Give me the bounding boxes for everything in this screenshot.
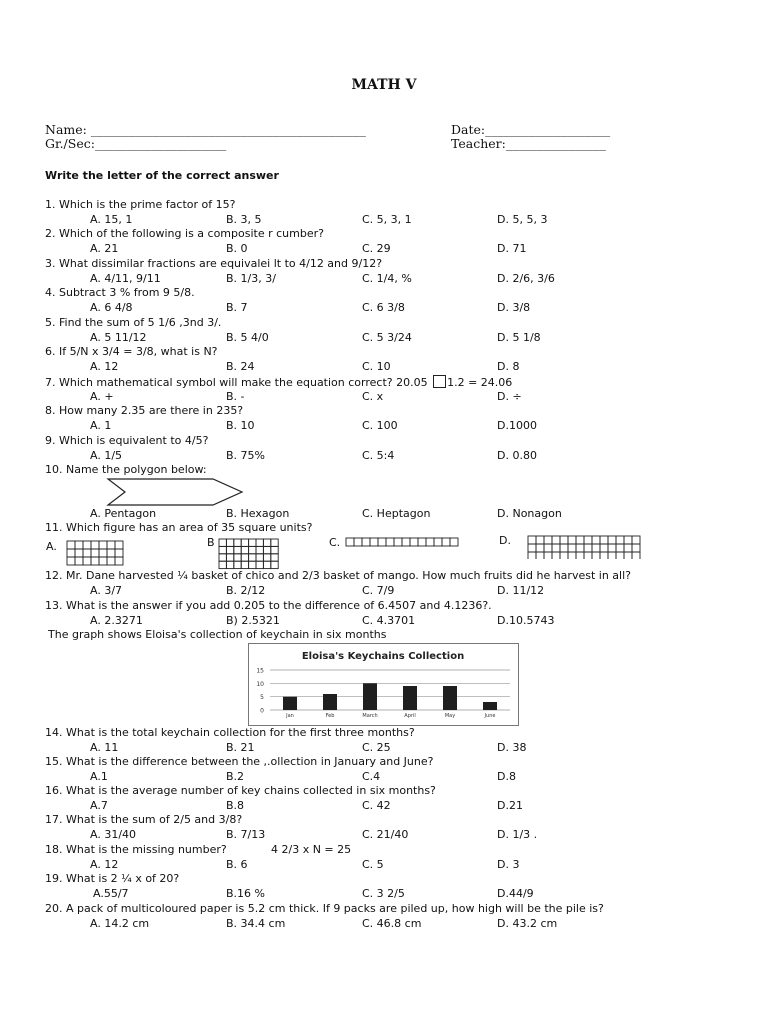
grid-b-cell bbox=[234, 539, 241, 546]
q1-option-d: D. 5, 5, 3 bbox=[497, 213, 548, 226]
q13-option-c: C. 4.3701 bbox=[362, 614, 416, 627]
grid-b-cell bbox=[226, 546, 233, 553]
q6-option-d: D. 8 bbox=[497, 360, 520, 373]
grid-a-cell bbox=[115, 557, 123, 565]
q8-option-b: B. 10 bbox=[226, 419, 255, 432]
grid-b-cell bbox=[256, 546, 263, 553]
grid-a-cell bbox=[75, 557, 83, 565]
q10-option-b: B. Hexagon bbox=[226, 507, 290, 520]
bar-may bbox=[443, 686, 457, 710]
q12-option-a: A. 3/7 bbox=[90, 584, 123, 597]
grid-d-cell bbox=[624, 552, 632, 559]
grid-a-cell bbox=[99, 549, 107, 557]
q11-option-c: C. bbox=[329, 536, 341, 549]
grid-d-cell bbox=[608, 552, 616, 559]
grid-figure-a bbox=[66, 540, 166, 568]
question-8: 8. How many 2.35 are there in 235? bbox=[45, 404, 244, 417]
y-tick-label: 15 bbox=[256, 667, 264, 675]
q3-option-b: B. 1/3, 3/ bbox=[226, 272, 276, 285]
grid-b-cell bbox=[249, 546, 256, 553]
q6-option-a: A. 12 bbox=[90, 360, 119, 373]
question-6: 6. If 5/N x 3/4 = 3/8, what is N? bbox=[45, 345, 218, 358]
grid-a-cell bbox=[67, 541, 75, 549]
grid-a-cell bbox=[91, 541, 99, 549]
grid-b-cell bbox=[263, 561, 270, 568]
grid-d-cell bbox=[568, 552, 576, 559]
grid-b-cell bbox=[271, 561, 278, 568]
grid-c-cell bbox=[426, 538, 434, 546]
instruction: Write the letter of the correct answer bbox=[45, 169, 279, 182]
q12-option-d: D. 11/12 bbox=[497, 584, 545, 597]
q13-option-a: A. 2.3271 bbox=[90, 614, 143, 627]
grid-d-cell bbox=[576, 552, 584, 559]
question-13: 13. What is the answer if you add 0.205 to the difference of 6.4507 and 4.1236?. bbox=[45, 599, 492, 612]
grid-b-cell bbox=[226, 561, 233, 568]
grid-a-cell bbox=[99, 541, 107, 549]
question-20: 20. A pack of multicoloured paper is 5.2 cm thick. If 9 packs are piled up, how high will be the pile is? bbox=[45, 902, 604, 915]
q6-option-c: C. 10 bbox=[362, 360, 391, 373]
grid-d-cell bbox=[576, 544, 584, 552]
grid-b-cell bbox=[234, 554, 241, 561]
grid-c-cell bbox=[386, 538, 394, 546]
question-19: 19. What is 2 ¼ x of 20? bbox=[45, 872, 180, 885]
grid-c-cell bbox=[354, 538, 362, 546]
grid-b-cell bbox=[271, 554, 278, 561]
grid-d-cell bbox=[560, 552, 568, 559]
question-4: 4. Subtract 3 % from 9 5/8. bbox=[45, 286, 195, 299]
grid-d-cell bbox=[584, 536, 592, 544]
grid-c-cell bbox=[362, 538, 370, 546]
grid-b-cell bbox=[256, 539, 263, 546]
keychain-bar-chart bbox=[248, 643, 519, 726]
grid-c-cell bbox=[394, 538, 402, 546]
q1-option-a: A. 15, 1 bbox=[90, 213, 133, 226]
q1-option-b: B. 3, 5 bbox=[226, 213, 262, 226]
q18-option-a: A. 12 bbox=[90, 858, 119, 871]
grid-a-cell bbox=[67, 549, 75, 557]
grid-d-cell bbox=[608, 536, 616, 544]
q8-option-d: D.1000 bbox=[497, 419, 537, 432]
grid-d-cell bbox=[632, 552, 640, 559]
q4-option-b: B. 7 bbox=[226, 301, 248, 314]
grid-a-cell bbox=[115, 541, 123, 549]
q2-option-c: C. 29 bbox=[362, 242, 391, 255]
q10-option-c: C. Heptagon bbox=[362, 507, 431, 520]
question-18: 18. What is the missing number? bbox=[45, 843, 227, 856]
grid-b-cell bbox=[249, 539, 256, 546]
grid-b-cell bbox=[234, 546, 241, 553]
polygon-figure bbox=[105, 477, 245, 507]
page-title: MATH V bbox=[351, 77, 417, 93]
blank-box bbox=[433, 375, 446, 388]
grid-d-cell bbox=[624, 544, 632, 552]
q20-option-a: A. 14.2 cm bbox=[90, 917, 150, 930]
q17-option-a: A. 31/40 bbox=[90, 828, 137, 841]
q4-option-d: D. 3/8 bbox=[497, 301, 531, 314]
grid-b-cell bbox=[226, 554, 233, 561]
grid-b-cell bbox=[241, 539, 248, 546]
question-5: 5. Find the sum of 5 1/6 ,3nd 3/. bbox=[45, 316, 222, 329]
q7-option-a: A. + bbox=[90, 390, 114, 403]
grid-b-cell bbox=[241, 554, 248, 561]
grid-figure-c bbox=[345, 537, 460, 551]
teacher-field: Teacher:________________ bbox=[451, 136, 606, 151]
q18-option-c: C. 5 bbox=[362, 858, 384, 871]
q4-option-c: C. 6 3/8 bbox=[362, 301, 405, 314]
q5-option-c: C. 5 3/24 bbox=[362, 331, 412, 344]
q10-option-a: A. Pentagon bbox=[90, 507, 157, 520]
question-15: 15. What is the difference between the ,.ollection in January and June? bbox=[45, 755, 434, 768]
q12-option-b: B. 2/12 bbox=[226, 584, 266, 597]
grid-c-cell bbox=[378, 538, 386, 546]
grid-d-cell bbox=[592, 536, 600, 544]
question-9: 9. Which is equivalent to 4/5? bbox=[45, 434, 209, 447]
q2-option-d: D. 71 bbox=[497, 242, 527, 255]
grid-b-cell bbox=[263, 546, 270, 553]
pentagon-shape bbox=[108, 479, 242, 505]
q16-option-b: B.8 bbox=[226, 799, 245, 812]
question-14: 14. What is the total keychain collection for the first three months? bbox=[45, 726, 415, 739]
chart-title: Eloisa's Keychains Collection bbox=[301, 651, 465, 662]
q5-option-b: B. 5 4/0 bbox=[226, 331, 269, 344]
q17-option-b: B. 7/13 bbox=[226, 828, 266, 841]
grid-c-cell bbox=[402, 538, 410, 546]
q9-option-b: B. 75% bbox=[226, 449, 265, 462]
bar-june bbox=[483, 702, 497, 710]
q15-option-c: C.4 bbox=[362, 770, 381, 783]
grid-a-cell bbox=[91, 557, 99, 565]
grid-d-cell bbox=[600, 544, 608, 552]
q19-option-c: C. 3 2/5 bbox=[362, 887, 405, 900]
q9-option-d: D. 0.80 bbox=[497, 449, 537, 462]
grid-d-cell bbox=[616, 536, 624, 544]
q19-option-d: D.44/9 bbox=[497, 887, 534, 900]
q2-option-a: A. 21 bbox=[90, 242, 119, 255]
question-3: 3. What dissimilar fractions are equivalei lt to 4/12 and 9/12? bbox=[45, 257, 383, 270]
q17-option-d: D. 1/3 . bbox=[497, 828, 538, 841]
q9-option-c: C. 5:4 bbox=[362, 449, 395, 462]
bar-feb bbox=[323, 694, 337, 710]
grid-d-cell bbox=[568, 536, 576, 544]
date-field: Date:____________________ bbox=[451, 122, 611, 137]
q5-option-a: A. 5 11/12 bbox=[90, 331, 147, 344]
grid-d-cell bbox=[592, 552, 600, 559]
q11-option-b: B bbox=[207, 536, 215, 549]
grid-c-cell bbox=[410, 538, 418, 546]
grid-d-cell bbox=[528, 552, 536, 559]
y-tick-label: 10 bbox=[256, 680, 264, 688]
grid-a-cell bbox=[99, 557, 107, 565]
grid-d-cell bbox=[576, 536, 584, 544]
grade-section-field: Gr./Sec:_____________________ bbox=[45, 136, 227, 151]
bar-jan bbox=[283, 697, 297, 710]
grid-d-cell bbox=[536, 552, 544, 559]
grid-d-cell bbox=[592, 544, 600, 552]
question-17: 17. What is the sum of 2/5 and 3/8? bbox=[45, 813, 243, 826]
q3-option-c: C. 1/4, % bbox=[362, 272, 412, 285]
q13-option-b: B) 2.5321 bbox=[226, 614, 280, 627]
q12-option-c: C. 7/9 bbox=[362, 584, 395, 597]
grid-b-cell bbox=[226, 539, 233, 546]
grid-c-cell bbox=[450, 538, 458, 546]
grid-a-cell bbox=[83, 557, 91, 565]
question-18-equation: 4 2/3 x N = 25 bbox=[271, 843, 352, 856]
grid-c-cell bbox=[346, 538, 354, 546]
grid-d-cell bbox=[600, 552, 608, 559]
grid-b-cell bbox=[219, 561, 226, 568]
grid-d-cell bbox=[560, 536, 568, 544]
q7-option-d: D. ÷ bbox=[497, 390, 522, 403]
grid-c-cell bbox=[442, 538, 450, 546]
question-7-text: 7. Which mathematical symbol will make the equation correct? 20.05 bbox=[45, 376, 428, 389]
q16-option-c: C. 42 bbox=[362, 799, 391, 812]
q19-option-b: B.16 % bbox=[226, 887, 265, 900]
grid-d-cell bbox=[536, 536, 544, 544]
grid-a-cell bbox=[67, 557, 75, 565]
q20-option-d: D. 43.2 cm bbox=[497, 917, 558, 930]
grid-d-cell bbox=[544, 536, 552, 544]
question-16: 16. What is the average number of key chains collected in six months? bbox=[45, 784, 436, 797]
grid-figure-b bbox=[218, 538, 298, 570]
q16-option-a: A.7 bbox=[90, 799, 108, 812]
question-2: 2. Which of the following is a composite r cumber? bbox=[45, 227, 324, 240]
q3-option-a: A. 4/11, 9/11 bbox=[90, 272, 161, 285]
question-11: 11. Which figure has an area of 35 square units? bbox=[45, 521, 313, 534]
grid-d-cell bbox=[624, 536, 632, 544]
q17-option-c: C. 21/40 bbox=[362, 828, 409, 841]
grid-d-cell bbox=[544, 544, 552, 552]
q14-option-c: C. 25 bbox=[362, 741, 391, 754]
q15-option-b: B.2 bbox=[226, 770, 245, 783]
grid-b-cell bbox=[256, 561, 263, 568]
q20-option-b: B. 34.4 cm bbox=[226, 917, 286, 930]
grid-b-cell bbox=[219, 546, 226, 553]
grid-c-cell bbox=[370, 538, 378, 546]
grid-d-cell bbox=[608, 544, 616, 552]
bar-march bbox=[363, 683, 377, 710]
q18-option-b: B. 6 bbox=[226, 858, 248, 871]
q1-option-c: C. 5, 3, 1 bbox=[362, 213, 412, 226]
q8-option-a: A. 1 bbox=[90, 419, 112, 432]
q15-option-a: A.1 bbox=[90, 770, 108, 783]
bar-april bbox=[403, 686, 417, 710]
grid-d-cell bbox=[584, 552, 592, 559]
grid-a-cell bbox=[107, 557, 115, 565]
q8-option-c: C. 100 bbox=[362, 419, 398, 432]
grid-b-cell bbox=[219, 554, 226, 561]
grid-b-cell bbox=[249, 554, 256, 561]
name-field: Name: ____________________________________________ bbox=[45, 122, 366, 137]
y-tick-label: 5 bbox=[260, 694, 264, 702]
grid-d-cell bbox=[528, 536, 536, 544]
q15-option-d: D.8 bbox=[497, 770, 516, 783]
y-tick-label: 0 bbox=[260, 707, 264, 715]
grid-c-cell bbox=[434, 538, 442, 546]
grid-b-cell bbox=[219, 539, 226, 546]
grid-b-cell bbox=[263, 554, 270, 561]
grid-b-cell bbox=[271, 539, 278, 546]
grid-d-cell bbox=[552, 552, 560, 559]
grid-d-cell bbox=[536, 544, 544, 552]
grid-d-cell bbox=[560, 544, 568, 552]
grid-a-cell bbox=[107, 541, 115, 549]
grid-d-cell bbox=[632, 536, 640, 544]
graph-intro: The graph shows Eloisa's collection of keychain in six months bbox=[48, 628, 387, 641]
question-7-text-end: 1.2 = 24.06 bbox=[447, 376, 513, 389]
grid-b-cell bbox=[241, 561, 248, 568]
grid-c-cell bbox=[418, 538, 426, 546]
question-1: 1. Which is the prime factor of 15? bbox=[45, 198, 236, 211]
x-tick-label: March bbox=[362, 713, 378, 719]
grid-a-cell bbox=[83, 549, 91, 557]
q14-option-d: D. 38 bbox=[497, 741, 527, 754]
grid-d-cell bbox=[600, 536, 608, 544]
question-10: 10. Name the polygon below: bbox=[45, 463, 207, 476]
q20-option-c: C. 46.8 cm bbox=[362, 917, 422, 930]
grid-d-cell bbox=[544, 552, 552, 559]
q4-option-a: A. 6 4/8 bbox=[90, 301, 133, 314]
grid-a-cell bbox=[91, 549, 99, 557]
q10-option-d: D. Nonagon bbox=[497, 507, 562, 520]
grid-d-cell bbox=[528, 544, 536, 552]
grid-d-cell bbox=[568, 544, 576, 552]
q14-option-b: B. 21 bbox=[226, 741, 255, 754]
x-tick-label: June bbox=[484, 713, 496, 719]
grid-figure-d bbox=[527, 535, 643, 559]
x-tick-label: Jan bbox=[286, 713, 294, 719]
q5-option-d: D. 5 1/8 bbox=[497, 331, 541, 344]
q6-option-b: B. 24 bbox=[226, 360, 255, 373]
q7-option-b: B. - bbox=[226, 390, 245, 403]
grid-a-cell bbox=[115, 549, 123, 557]
grid-d-cell bbox=[552, 536, 560, 544]
grid-b-cell bbox=[249, 561, 256, 568]
grid-d-cell bbox=[632, 544, 640, 552]
grid-a-cell bbox=[75, 549, 83, 557]
grid-b-cell bbox=[234, 561, 241, 568]
grid-d-cell bbox=[616, 544, 624, 552]
grid-b-cell bbox=[256, 554, 263, 561]
grid-d-cell bbox=[616, 552, 624, 559]
q14-option-a: A. 11 bbox=[90, 741, 119, 754]
x-tick-label: May bbox=[444, 713, 456, 719]
grid-d-cell bbox=[552, 544, 560, 552]
q19-option-a: A.55/7 bbox=[93, 887, 129, 900]
q3-option-d: D. 2/6, 3/6 bbox=[497, 272, 555, 285]
q13-option-d: D.10.5743 bbox=[497, 614, 555, 627]
q18-option-d: D. 3 bbox=[497, 858, 520, 871]
x-tick-label: Feb bbox=[325, 713, 335, 719]
x-tick-label: April bbox=[404, 713, 416, 719]
question-7 bbox=[45, 375, 512, 389]
q2-option-b: B. 0 bbox=[226, 242, 248, 255]
grid-b-cell bbox=[271, 546, 278, 553]
q7-option-c: C. x bbox=[362, 390, 384, 403]
q16-option-d: D.21 bbox=[497, 799, 523, 812]
question-12: 12. Mr. Dane harvested ¼ basket of chico and 2/3 basket of mango. How much fruits did he harvest in all? bbox=[45, 569, 631, 582]
grid-a-cell bbox=[107, 549, 115, 557]
grid-b-cell bbox=[263, 539, 270, 546]
grid-b-cell bbox=[241, 546, 248, 553]
grid-a-cell bbox=[75, 541, 83, 549]
q11-option-d: D. bbox=[499, 534, 511, 547]
q9-option-a: A. 1/5 bbox=[90, 449, 123, 462]
q11-option-a: A. bbox=[46, 540, 57, 553]
grid-a-cell bbox=[83, 541, 91, 549]
grid-d-cell bbox=[584, 544, 592, 552]
